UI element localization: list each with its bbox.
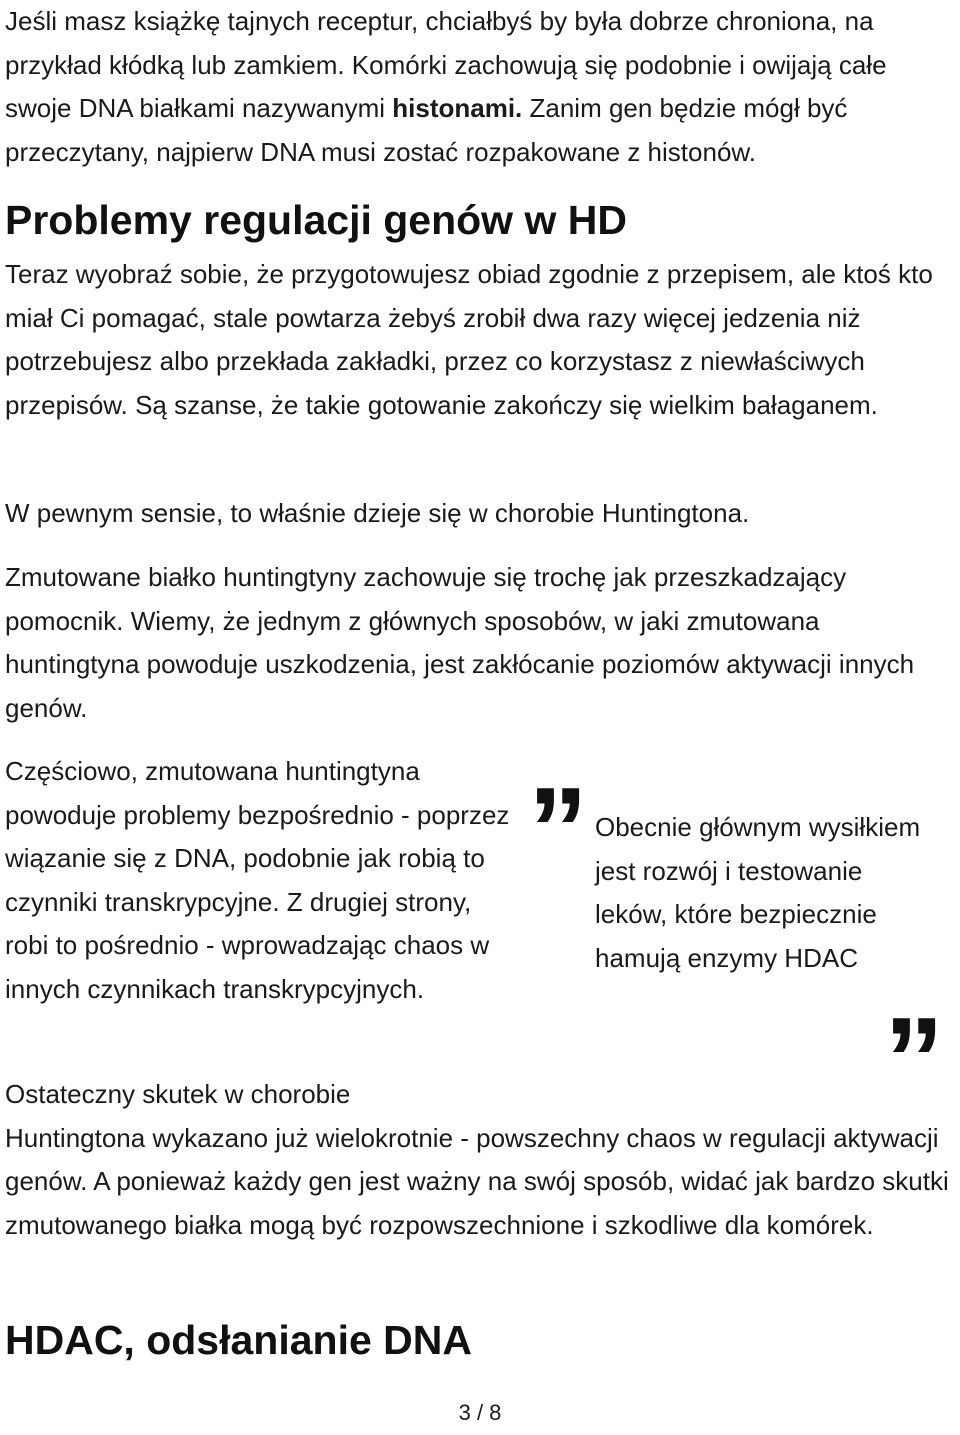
- section-heading-hdac: HDAC, odsłanianie DNA: [5, 1317, 472, 1363]
- paragraph-final-effect-wrap: [5, 1073, 950, 1247]
- paragraph-direct-indirect: Częściowo, zmutowana huntingtyna powoduje problemy bezpośrednio - poprzez wiązanie się z DNA, podobnie jak robią to czynniki transkrypcyjne. Z drugiej strony, robi to pośrednio - wprowadzając chaos w innych czynnikach transkrypcyjnych.: [5, 756, 510, 1004]
- pullquote-close-mark: ”: [884, 993, 940, 1127]
- section-heading-gene-regulation: Problemy regulacji genów w HD: [5, 197, 627, 243]
- paragraph-cooking-analogy: Teraz wyobraź sobie, że przygotowujesz obiad zgodnie z przepisem, ale ktoś kto miał Ci pomagać, stale powtarza żebyś zrobił dwa razy więcej jedzenia niż potrzebujesz albo przekłada zakładki, przez co korzystasz z niewłaściwych przepisów. Są szanse, że takie gotowanie zakończy się wielkim bałaganem.: [5, 259, 933, 420]
- intro-paragraph: [5, 0, 957, 174]
- page-number: 3 / 8: [458, 1400, 502, 1425]
- intro-text-start: Jeśli masz książkę tajnych receptur, chciałbyś by była dobrze chroniona, na przykład kłódką lub zamkiem. Komórki zachowują się podobnie i owijają całe swoje DNA białkami nazywanymi: [5, 6, 887, 123]
- final-effect-first-line: Ostateczny skutek w chorobie: [5, 1079, 351, 1109]
- final-effect-rest: Huntingtona wykazano już wielokrotnie - powszechny chaos w regulacji aktywacji genów. A ponieważ każdy gen jest ważny na swój sposób, widać jak bardzo skutki zmutowanego białka mogą być rozpowszechnione i szkodliwe dla komórek.: [5, 1122, 949, 1240]
- paragraph-mutant-helper: Zmutowane białko huntingtyny zachowuje się trochę jak przeszkadzający pomocnik. Wiemy, że jednym z głównych sposobów, w jaki zmutowana huntingtyna powoduje uszkodzenia, jest zakłócanie poziomów aktywacji innych genów.: [5, 562, 915, 723]
- pullquote-text: Obecnie głównym wysiłkiem jest rozwój i testowanie leków, które bezpiecznie hamują enzymy HDAC: [595, 812, 921, 973]
- histones-term: histonami.: [392, 93, 523, 123]
- paragraph-final-effect-text: [5, 1073, 950, 1247]
- paragraph-huntington-sense: W pewnym sensie, to właśnie dzieje się w chorobie Huntingtona.: [5, 498, 750, 528]
- pullquote-open-mark: ”: [528, 763, 584, 897]
- intro-text-end: Zanim gen będzie mógł być przeczytany, najpierw DNA musi zostać rozpakowane z histonów.: [5, 93, 848, 167]
